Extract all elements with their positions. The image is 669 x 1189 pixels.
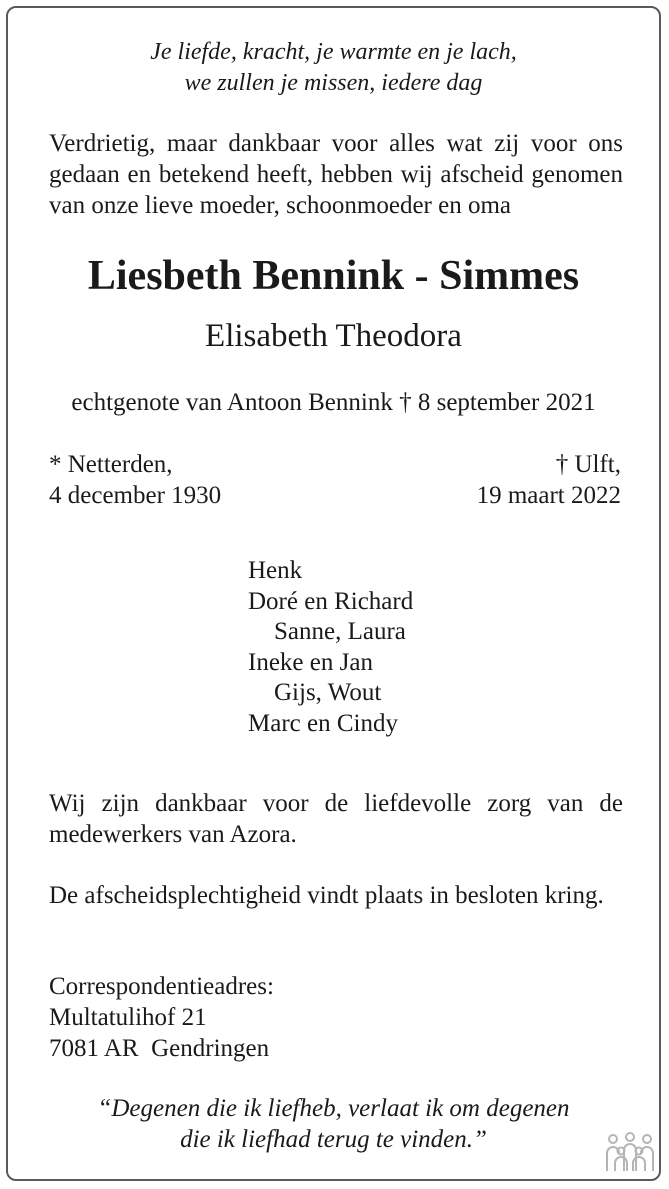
- thanks-text: Wij zijn dankbaar voor de liefdevolle zorg van de medewerkers van Azora.: [49, 790, 623, 848]
- family-member: Doré en Richard: [248, 587, 414, 615]
- family-member-children: Gijs, Wout: [274, 679, 382, 706]
- ceremony-text: De afscheidsplechtigheid vindt plaats in besloten kring.: [49, 882, 604, 909]
- poem-line-2: we zullen je missen, iedere dag: [184, 70, 483, 96]
- intro-text: Verdrietig, maar dankbaar voor alles wat zij voor ons gedaan en betekend heeft, hebben wij afscheid genomen van onze lieve moeder, schoonmoeder en oma: [49, 130, 623, 219]
- family-member: Ineke en Jan: [248, 648, 373, 676]
- quote-line-1: “Degenen die ik liefheb, verlaat ik om degenen: [97, 1095, 570, 1122]
- family-member-children: Sanne, Laura: [274, 618, 406, 645]
- address-street: Multatulihof 21: [49, 1004, 207, 1031]
- death-place: † Ulft,: [555, 451, 621, 478]
- address-label: Correspondentieadres:: [49, 973, 274, 1000]
- birth-place: * Netterden,: [49, 451, 173, 478]
- family-member: Marc en Cindy: [248, 709, 398, 737]
- poem-line-1: Je liefde, kracht, je warmte en je lach,: [150, 39, 517, 65]
- death-date: 19 maart 2022: [476, 482, 621, 509]
- given-names: Elisabeth Theodora: [205, 318, 462, 354]
- family-list: [248, 556, 413, 739]
- deceased-name: Liesbeth Bennink - Simmes: [87, 253, 580, 299]
- spouse-line: echtgenote van Antoon Bennink † 8 september 2021: [71, 389, 596, 416]
- family-member: Henk: [248, 557, 303, 584]
- quote-line-2: die ik liefhad terug te vinden.”: [180, 1126, 487, 1153]
- birth-date: 4 december 1930: [49, 482, 222, 509]
- family-people-icon: [605, 1131, 655, 1175]
- obituary-card: [6, 6, 661, 1181]
- address-city: 7081 AR Gendringen: [49, 1035, 270, 1062]
